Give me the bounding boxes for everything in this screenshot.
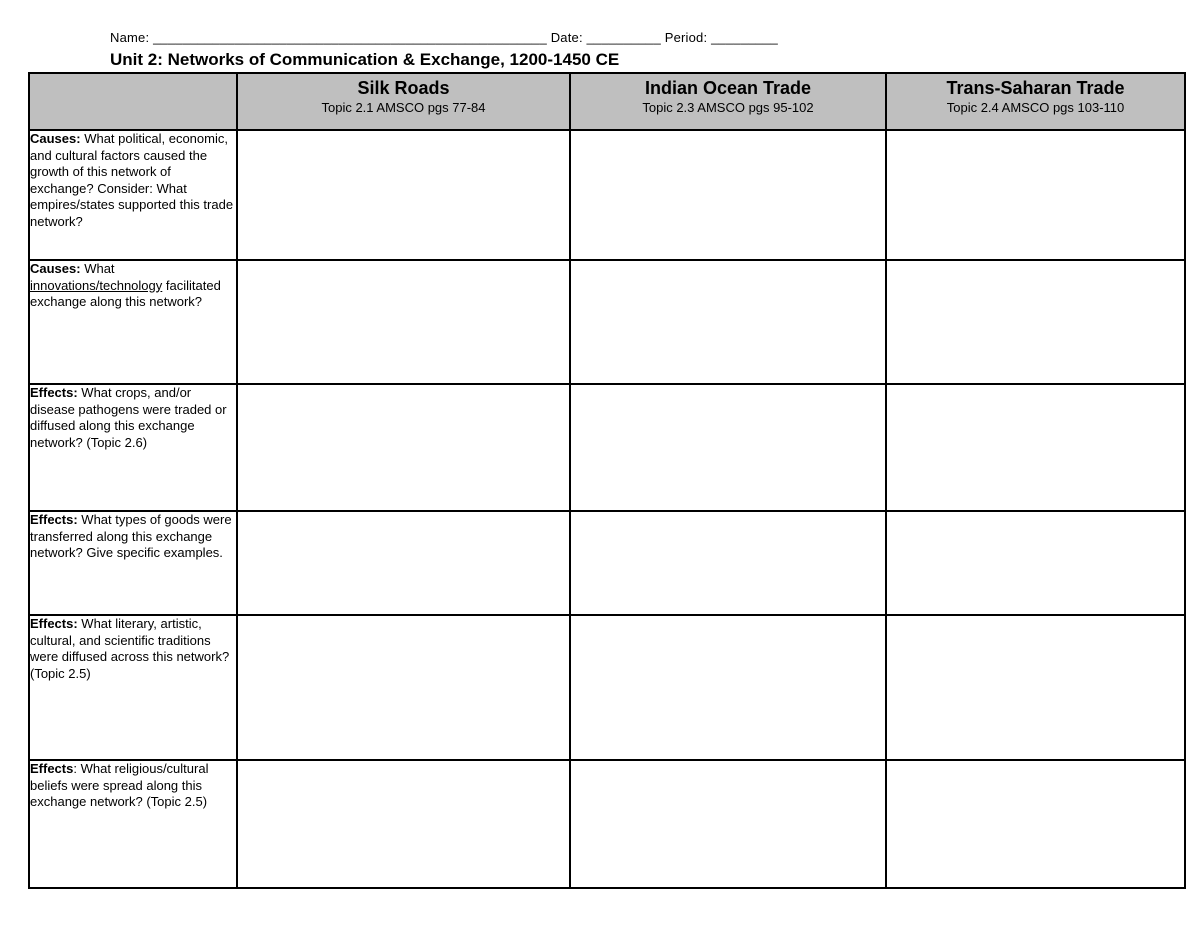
answer-cell-indian-ocean-trade[interactable] (570, 260, 886, 384)
prompt-label: Effects: (30, 512, 78, 527)
column-title: Indian Ocean Trade (644, 78, 812, 98)
graphic-organizer-table (28, 72, 1186, 889)
prompt-label: Causes: (30, 261, 81, 276)
prompt-text: What political, economic, and cultural factors caused the growth of this network of exchange? Consider: What empires/states supported this trade network? (30, 131, 234, 229)
prompt-text: facilitated exchange along this network? (30, 277, 221, 309)
row-prompt-cell (29, 130, 237, 260)
table-row (29, 260, 1185, 384)
prompt-underlined-text: innovations/technology (30, 277, 163, 293)
prompt-label: Effects: (30, 385, 78, 400)
answer-cell-indian-ocean-trade[interactable] (570, 130, 886, 260)
column-title: Trans-Saharan Trade (946, 78, 1125, 98)
answer-cell-silk-roads[interactable] (237, 260, 570, 384)
name-date-period-line[interactable]: Name: _____________________________________________________ Date: __________ Period: _________ (110, 30, 778, 45)
answer-cell-silk-roads[interactable] (237, 384, 570, 511)
row-prompt-cell (29, 384, 237, 511)
table-row (29, 511, 1185, 615)
column-title: Silk Roads (357, 78, 450, 98)
column-header-trans-saharan-trade (886, 73, 1185, 130)
prompt-text: What crops, and/or disease pathogens were traded or diffused along this exchange network? (Topic 2.6) (30, 385, 227, 450)
column-header-indian-ocean-trade (570, 73, 886, 130)
answer-cell-indian-ocean-trade[interactable] (570, 384, 886, 511)
worksheet-title: Unit 2: Networks of Communication & Exchange, 1200-1450 CE (110, 50, 620, 69)
table-row (29, 615, 1185, 760)
table-row (29, 130, 1185, 260)
answer-cell-silk-roads[interactable] (237, 511, 570, 615)
answer-cell-indian-ocean-trade[interactable] (570, 760, 886, 888)
prompt-label: Causes: (30, 131, 81, 146)
prompt-text: What types of goods were transferred along this exchange network? Give specific examples. (30, 512, 232, 560)
row-prompt-cell (29, 615, 237, 760)
answer-cell-trans-saharan-trade[interactable] (886, 760, 1185, 888)
answer-cell-trans-saharan-trade[interactable] (886, 260, 1185, 384)
prompt-label: Effects: (30, 616, 78, 631)
answer-cell-indian-ocean-trade[interactable] (570, 615, 886, 760)
prompt-text: : What religious/cultural beliefs were spread along this exchange network? (Topic 2.5) (30, 761, 209, 809)
column-header-silk-roads (237, 73, 570, 130)
answer-cell-silk-roads[interactable] (237, 130, 570, 260)
prompt-text: What literary, artistic, cultural, and scientific traditions were diffused across this network? (Topic 2.5) (30, 616, 230, 681)
answer-cell-silk-roads[interactable] (237, 615, 570, 760)
answer-cell-trans-saharan-trade[interactable] (886, 384, 1185, 511)
row-prompt-cell (29, 260, 237, 384)
answer-cell-trans-saharan-trade[interactable] (886, 615, 1185, 760)
corner-header-cell (29, 73, 237, 130)
table-row (29, 384, 1185, 511)
answer-cell-indian-ocean-trade[interactable] (570, 511, 886, 615)
answer-cell-trans-saharan-trade[interactable] (886, 130, 1185, 260)
answer-cell-silk-roads[interactable] (237, 760, 570, 888)
header-row (29, 73, 1185, 130)
table-row (29, 760, 1185, 888)
row-prompt-cell (29, 760, 237, 888)
column-subtitle: Topic 2.3 AMSCO pgs 95-102 (642, 100, 814, 115)
prompt-text: What (80, 261, 115, 276)
column-subtitle: Topic 2.1 AMSCO pgs 77-84 (321, 100, 486, 115)
row-prompt-cell (29, 511, 237, 615)
answer-cell-trans-saharan-trade[interactable] (886, 511, 1185, 615)
column-subtitle: Topic 2.4 AMSCO pgs 103-110 (946, 100, 1125, 115)
prompt-label: Effects (30, 761, 74, 776)
